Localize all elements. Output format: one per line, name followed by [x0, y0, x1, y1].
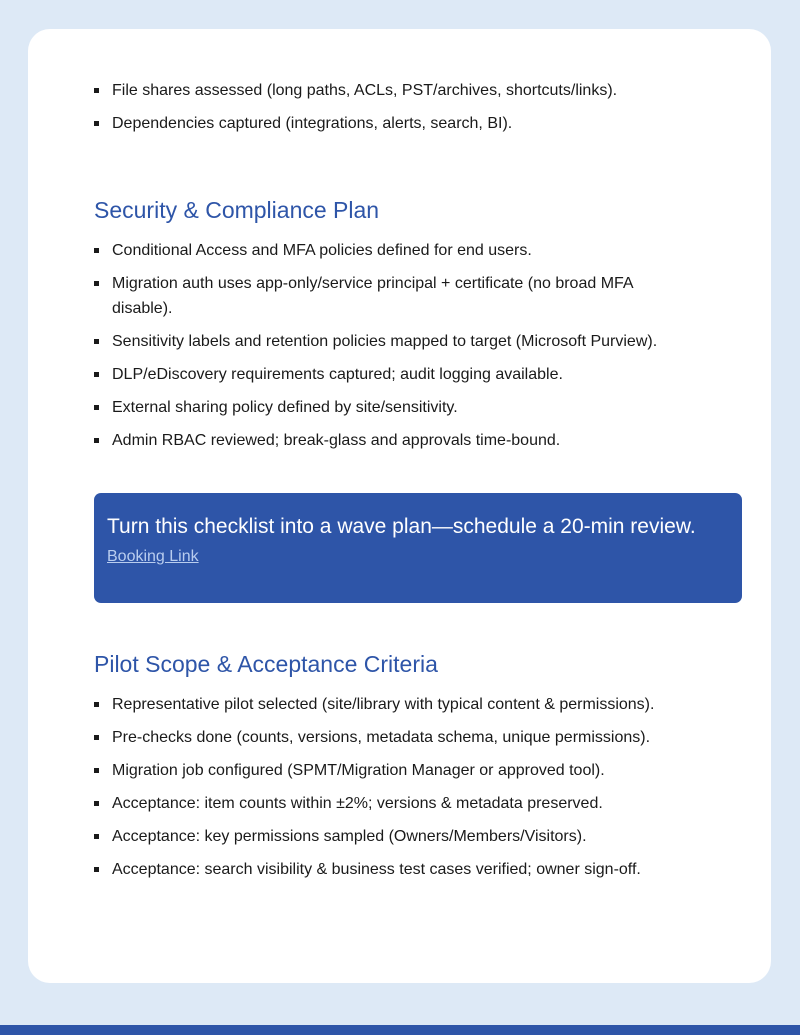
list-item	[94, 725, 694, 750]
bullet-icon	[94, 867, 99, 872]
list-item-text: Dependencies captured (integrations, alerts, search, BI).	[112, 115, 513, 132]
list-item-text: Acceptance: search visibility & business test cases verified; owner sign-off.	[112, 861, 641, 878]
bullet-icon	[94, 702, 99, 707]
bullet-icon	[94, 768, 99, 773]
bullet-icon	[94, 88, 99, 93]
cta-banner	[94, 493, 742, 603]
bullet-icon	[94, 801, 99, 806]
bullet-icon	[94, 281, 99, 286]
footer-bar	[0, 1025, 800, 1035]
list-item-text: Conditional Access and MFA policies defined for end users.	[112, 242, 532, 259]
cta-text: Turn this checklist into a wave plan—schedule a 20-min review.	[107, 515, 696, 538]
bullet-icon	[94, 405, 99, 410]
bullet-icon	[94, 248, 99, 253]
list-item	[94, 329, 694, 354]
list-item-text: Migration job configured (SPMT/Migration Manager or approved tool).	[112, 762, 605, 779]
list-item	[94, 857, 694, 882]
list-item	[94, 271, 694, 321]
list-item-text: Acceptance: key permissions sampled (Owners/Members/Visitors).	[112, 828, 587, 845]
list-item-text: File shares assessed (long paths, ACLs, PST/archives, shortcuts/links).	[112, 82, 618, 99]
list-item-text: Migration auth uses app-only/service principal + certificate (no broad MFA disable).	[112, 275, 633, 317]
list-item	[94, 824, 694, 849]
list-item	[94, 692, 694, 717]
list-item	[94, 111, 694, 136]
bullet-icon	[94, 372, 99, 377]
bullet-icon	[94, 339, 99, 344]
booking-link[interactable]: Booking Link	[107, 548, 199, 565]
pilot-section-title: Pilot Scope & Acceptance Criteria	[94, 651, 438, 677]
list-item	[94, 362, 694, 387]
list-item	[94, 791, 694, 816]
bullet-icon	[94, 438, 99, 443]
list-item	[94, 758, 694, 783]
list-item	[94, 428, 694, 453]
list-item-text: Admin RBAC reviewed; break-glass and approvals time-bound.	[112, 432, 561, 449]
list-item-text: Representative pilot selected (site/library with typical content & permissions).	[112, 696, 655, 713]
bullet-icon	[94, 735, 99, 740]
list-item	[94, 238, 694, 263]
bullet-icon	[94, 121, 99, 126]
intro-checklist	[94, 78, 694, 144]
list-item-text: External sharing policy defined by site/sensitivity.	[112, 399, 458, 416]
bullet-icon	[94, 834, 99, 839]
list-item	[94, 78, 694, 103]
content-card	[28, 29, 771, 983]
list-item	[94, 395, 694, 420]
security-section-title: Security & Compliance Plan	[94, 197, 380, 223]
pilot-checklist	[94, 692, 694, 890]
list-item-text: DLP/eDiscovery requirements captured; audit logging available.	[112, 366, 563, 383]
list-item-text: Pre-checks done (counts, versions, metadata schema, unique permissions).	[112, 729, 651, 746]
list-item-text: Sensitivity labels and retention policies mapped to target (Microsoft Purview).	[112, 333, 658, 350]
security-checklist	[94, 238, 694, 461]
list-item-text: Acceptance: item counts within ±2%; versions & metadata preserved.	[112, 795, 603, 812]
